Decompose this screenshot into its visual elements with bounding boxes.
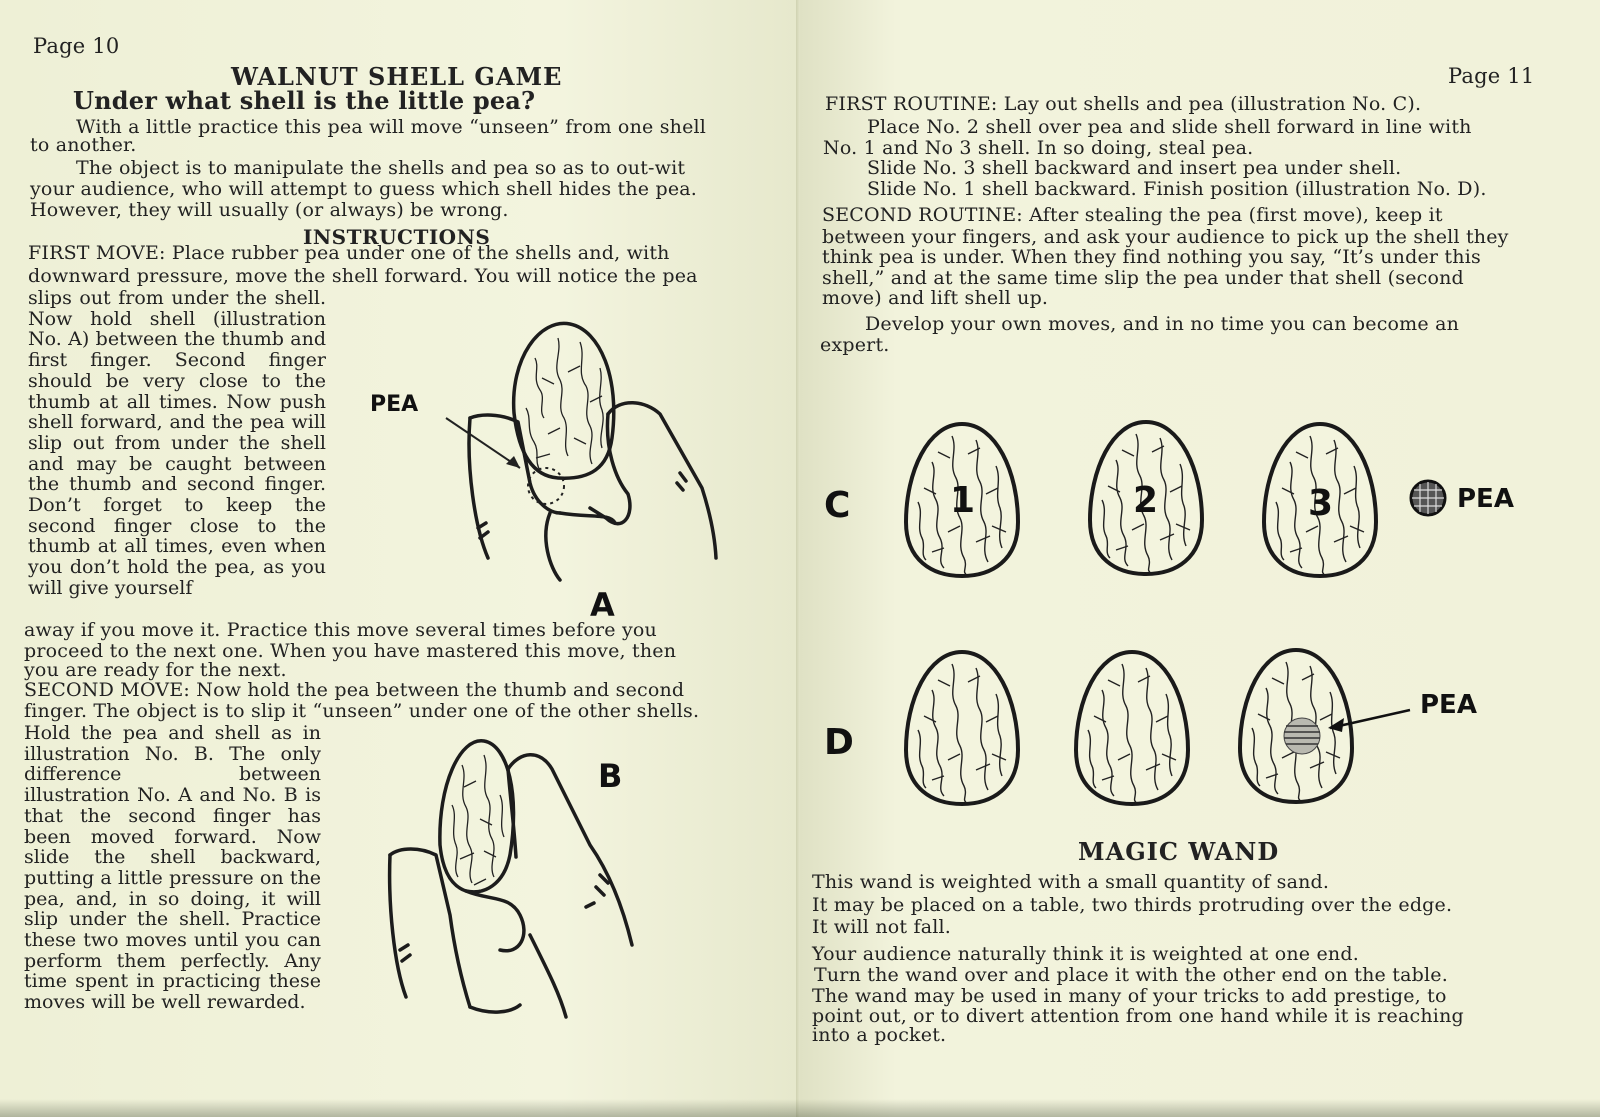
second-move-text: finger. The object is to slip it “unseen” under one of the other shells. (24, 700, 700, 722)
shell-number-3: 3 (1308, 483, 1334, 524)
first-move-text: proceed to the next one. When you have mastered this move, then (24, 640, 677, 662)
wand-text: The wand may be used in many of your tricks to add prestige, to (812, 985, 1447, 1007)
wand-text: Turn the wand over and place it with the other end on the table. (814, 964, 1448, 986)
develop-text: Develop your own moves, and in no time you can become an (865, 313, 1460, 335)
second-routine-text: shell,” and at the same time slip the pea under that shell (second (822, 267, 1464, 289)
row-c-label: C (824, 485, 851, 526)
first-move-column: slips out from under the shell. Now hold shell (illustration No. A) between the thumb and first finger. Second finger should be very close to the thumb at all times. Now push shell forward, and the pea will slip out from under the shell and may be caught between the thumb and second finger. Don’t forget to keep the second finger close to the thumb at all times, even when you don’t hold the pea, as you will give yourself (28, 287, 326, 599)
wand-text: This wand is weighted with a small quantity of sand. (812, 871, 1330, 893)
second-move-label: SECOND MOVE: (24, 679, 190, 701)
intro-text: your audience, who will attempt to guess which shell hides the pea. (30, 178, 698, 200)
pea-label-d: PEA (1420, 690, 1477, 720)
pea-label-c: PEA (1457, 484, 1514, 514)
shells-illustration (800, 410, 1600, 830)
first-routine-text: Slide No. 1 shell backward. Finish position (illustration No. D). (867, 178, 1487, 200)
shell-number-1: 1 (950, 480, 976, 521)
first-move-text: downward pressure, move the shell forward. You will notice the pea (28, 265, 698, 287)
wand-text: into a pocket. (812, 1024, 947, 1046)
first-routine-text: Slide No. 3 shell backward and insert pea under shell. (867, 157, 1402, 179)
magic-wand-title: MAGIC WAND (1078, 837, 1280, 866)
second-routine-label: SECOND ROUTINE: (822, 204, 1023, 226)
page-subtitle: Under what shell is the little pea? (73, 86, 536, 115)
first-routine-text: No. 1 and No 3 shell. In so doing, steal pea. (823, 137, 1254, 159)
second-routine-text: think pea is under. When they find nothing you say, “It’s under this (822, 246, 1481, 268)
first-move-text: Place rubber pea under one of the shells and, with (171, 242, 670, 264)
wand-text: It will not fall. (812, 916, 952, 938)
first-move-line (28, 243, 670, 264)
row-d-label: D (824, 722, 854, 763)
shell-number-2: 2 (1133, 480, 1159, 521)
second-routine-text: between your fingers, and ask your audience to pick up the shell they (822, 226, 1509, 248)
second-move-column: Hold the pea and shell as in illustration No. B. The only difference between illustration No. A and No. B is that the second finger has been moved forward. Now slide the shell backward, putting a little pressure on the pea, and, in so doing, it will slip under the shell. Practice these two moves until you can perform them perfectly. Any time spent in practicing these moves will be well rewarded. (24, 722, 321, 1014)
second-routine-text: After stealing the pea (first move), keep it (1029, 204, 1443, 226)
right-page (800, 0, 1600, 1117)
second-move-line (24, 680, 684, 701)
first-routine-text: Lay out shells and pea (illustration No. C). (1003, 93, 1422, 115)
second-routine-text: move) and lift shell up. (822, 287, 1049, 309)
illustration-a-pea-label: PEA (370, 392, 419, 417)
page-title: WALNUT SHELL GAME (231, 62, 563, 91)
page-number: Page 10 (33, 34, 120, 58)
intro-text: However, they will usually (or always) be wrong. (30, 199, 509, 221)
second-move-text: Now hold the pea between the thumb and second (196, 679, 685, 701)
intro-text: With a little practice this pea will move “unseen” from one shell (76, 116, 707, 138)
intro-text: to another. (30, 134, 137, 156)
develop-text: expert. (820, 334, 890, 356)
wand-text: Your audience naturally think it is weighted at one end. (812, 943, 1359, 965)
wand-text: It may be placed on a table, two thirds protruding over the edge. (812, 894, 1453, 916)
first-move-label: FIRST MOVE: (28, 242, 166, 264)
intro-text: The object is to manipulate the shells and pea so as to out-wit (76, 157, 686, 179)
illustration-a-hand (440, 318, 730, 598)
first-routine-text: Place No. 2 shell over pea and slide shell forward in line with (867, 116, 1472, 138)
illustration-b-label: B (598, 757, 623, 795)
second-routine-line (822, 205, 1443, 226)
wand-text: point out, or to divert attention from one hand while it is reaching (812, 1005, 1464, 1027)
illustration-a-label: A (590, 586, 615, 624)
page-number: Page 11 (1448, 64, 1535, 88)
page-bottom-edge (0, 1099, 1600, 1117)
first-routine-line (825, 94, 1421, 115)
first-routine-label: FIRST ROUTINE: (825, 93, 998, 115)
first-move-text: you are ready for the next. (24, 659, 287, 681)
first-move-text: away if you move it. Practice this move several times before you (24, 619, 657, 641)
instructions-heading: INSTRUCTIONS (303, 225, 491, 249)
